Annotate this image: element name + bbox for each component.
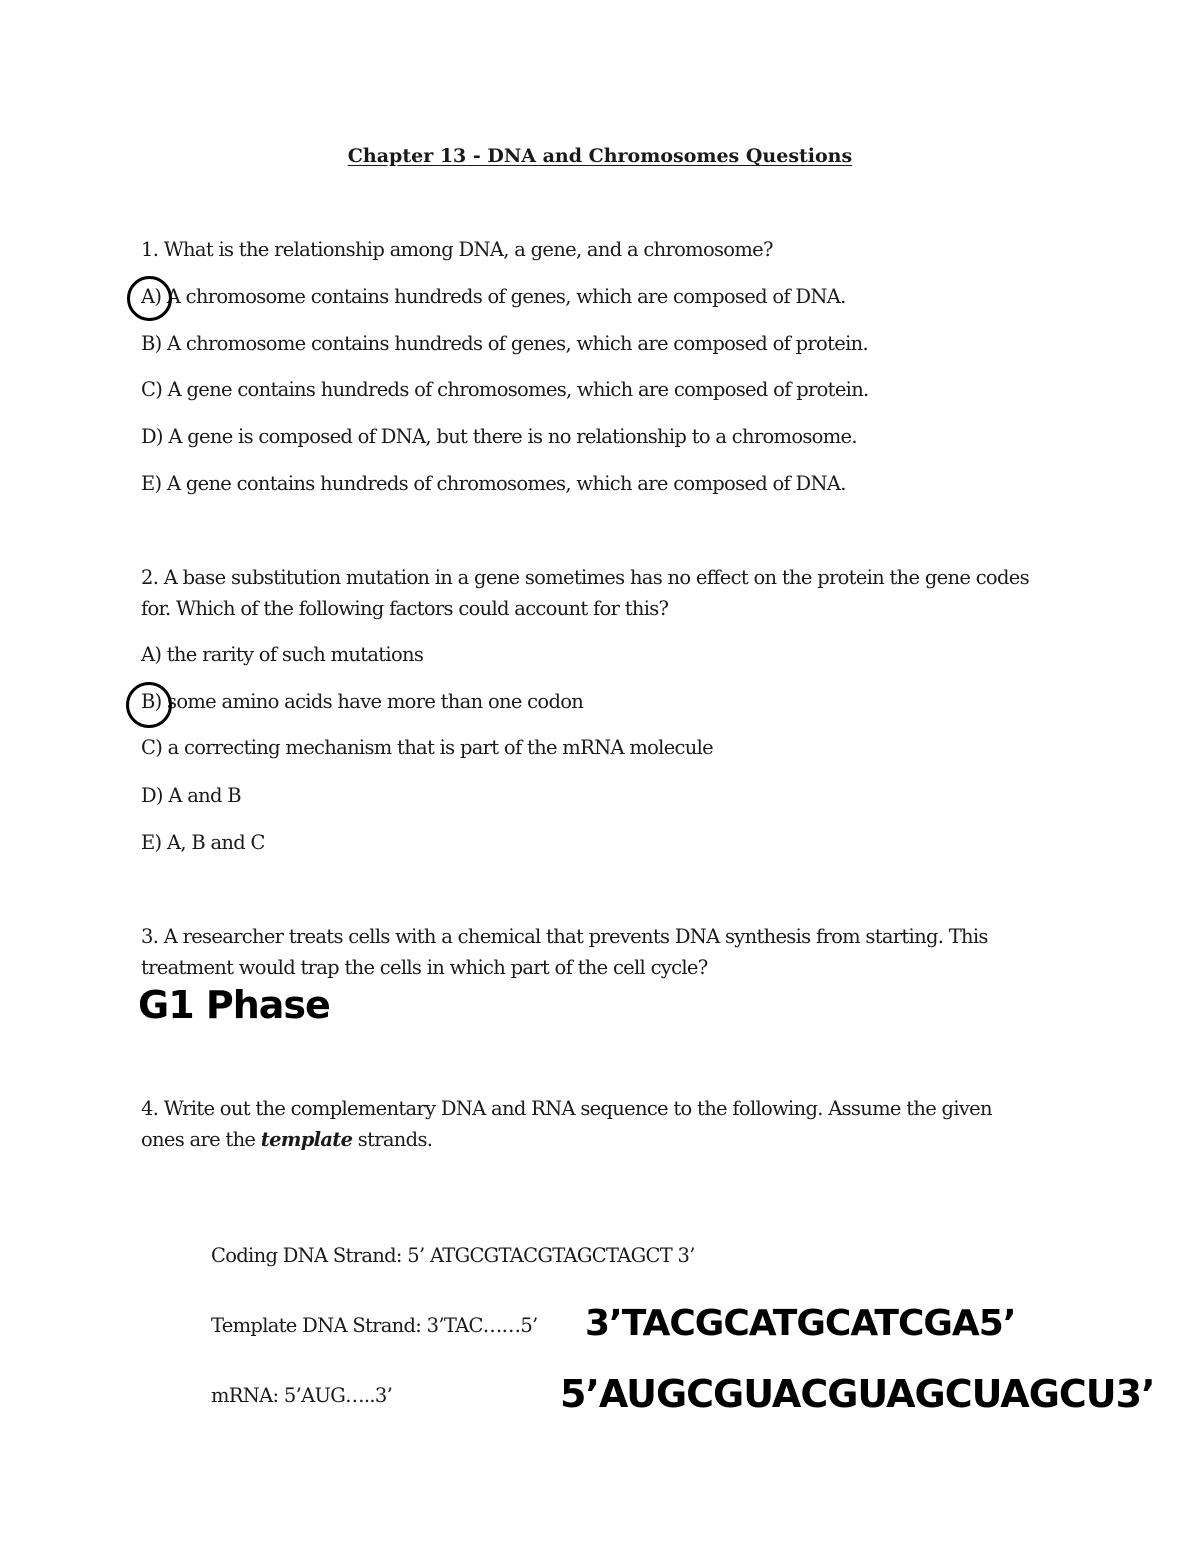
q1-option-a: A) A chromosome contains hundreds of genes, which are composed of DNA. <box>141 285 846 308</box>
q2-option-c: C) a correcting mechanism that is part of the mRNA molecule <box>141 736 713 759</box>
answer-circle-q2 <box>126 682 172 728</box>
coding-strand: Coding DNA Strand: 5’ ATGCGTACGTAGCTAGCT 3’ <box>211 1244 695 1267</box>
q1-option-c: C) A gene contains hundreds of chromosomes, which are composed of protein. <box>141 378 869 401</box>
page-title: Chapter 13 - DNA and Chromosomes Questions <box>347 145 853 167</box>
mrna-handwritten-answer: 5’AUGCGUACGUAGCUAGCU3’ <box>560 1372 1155 1416</box>
q2-option-e: E) A, B and C <box>141 831 265 854</box>
q2-option-d: D) A and B <box>141 784 241 807</box>
question-2-line2: for. Which of the following factors could account for this? <box>141 597 669 620</box>
q1-option-e: E) A gene contains hundreds of chromosomes, which are composed of DNA. <box>141 472 846 495</box>
q2-option-b: B) some amino acids have more than one codon <box>141 690 584 713</box>
q4-template-emphasis: template <box>260 1128 353 1151</box>
q1-option-b: B) A chromosome contains hundreds of genes, which are composed of protein. <box>141 332 868 355</box>
question-1-text: 1. What is the relationship among DNA, a gene, and a chromosome? <box>141 238 773 261</box>
q3-handwritten-answer: G1 Phase <box>138 983 330 1027</box>
template-strand: Template DNA Strand: 3’TAC……5’ <box>211 1314 538 1337</box>
question-3-line2: treatment would trap the cells in which part of the cell cycle? <box>141 956 708 979</box>
question-4-line1: 4. Write out the complementary DNA and RNA sequence to the following. Assume the given <box>141 1097 992 1120</box>
q4-line2-after: strands. <box>352 1128 433 1151</box>
answer-circle-q1 <box>127 276 172 321</box>
question-2-line1: 2. A base substitution mutation in a gene sometimes has no effect on the protein the gene codes <box>141 566 1029 589</box>
q2-option-a: A) the rarity of such mutations <box>141 643 424 666</box>
q4-line2-before: ones are the <box>141 1128 261 1151</box>
question-4-line2 <box>141 1128 432 1152</box>
template-handwritten-answer: 3’TACGCATGCATCGA5’ <box>585 1303 1016 1344</box>
mrna-strand: mRNA: 5’AUG…..3’ <box>211 1384 393 1407</box>
q1-option-d: D) A gene is composed of DNA, but there is no relationship to a chromosome. <box>141 425 857 448</box>
question-3-line1: 3. A researcher treats cells with a chemical that prevents DNA synthesis from starting. This <box>141 925 988 948</box>
